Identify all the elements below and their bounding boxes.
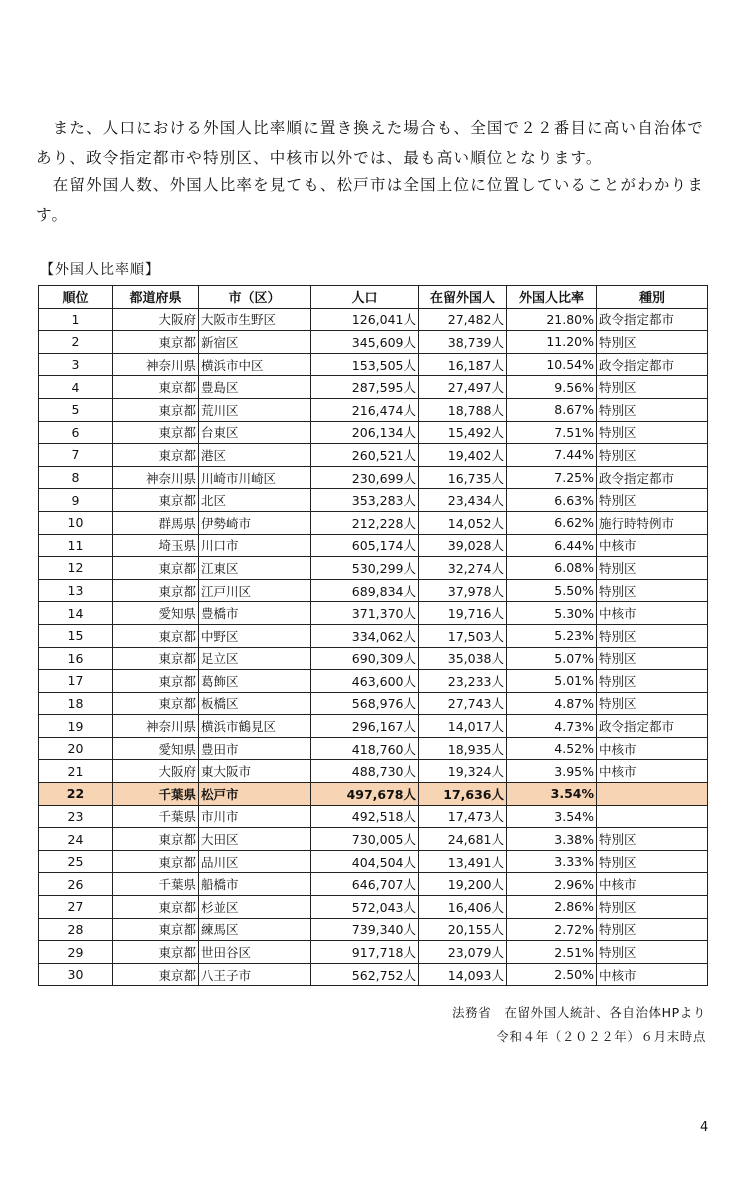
cell-population: 689,834人 (311, 579, 419, 602)
cell-city: 伊勢崎市 (199, 511, 311, 534)
table-row (39, 466, 708, 489)
cell-rank: 14 (39, 602, 113, 625)
cell-foreign-residents: 16,406人 (419, 896, 507, 919)
cell-foreign-ratio: 5.50% (507, 579, 597, 602)
table-row (39, 670, 708, 693)
cell-prefecture: 大阪府 (113, 760, 199, 783)
cell-rank: 8 (39, 466, 113, 489)
cell-foreign-ratio: 11.20% (507, 331, 597, 354)
cell-foreign-ratio: 3.38% (507, 828, 597, 851)
cell-foreign-residents: 23,079人 (419, 941, 507, 964)
cell-foreign-residents: 37,978人 (419, 579, 507, 602)
table-row (39, 692, 708, 715)
cell-prefecture: 東京都 (113, 896, 199, 919)
table-row (39, 918, 708, 941)
table-row (39, 624, 708, 647)
table-header-row (39, 286, 708, 309)
cell-rank: 25 (39, 850, 113, 873)
header-foreign-ratio: 外国人比率 (507, 286, 597, 309)
cell-category: 特別区 (597, 421, 708, 444)
cell-foreign-residents: 14,017人 (419, 715, 507, 738)
cell-population: 739,340人 (311, 918, 419, 941)
cell-foreign-ratio: 3.33% (507, 850, 597, 873)
cell-rank: 30 (39, 963, 113, 986)
cell-population: 230,699人 (311, 466, 419, 489)
cell-population: 730,005人 (311, 828, 419, 851)
cell-foreign-ratio: 3.54% (507, 805, 597, 828)
source-note: 法務省 在留外国人統計、各自治体HPより (452, 1005, 706, 1020)
cell-population: 418,760人 (311, 737, 419, 760)
cell-city: 中野区 (199, 624, 311, 647)
cell-city: 新宿区 (199, 331, 311, 354)
cell-prefecture: 千葉県 (113, 783, 199, 806)
cell-population: 212,228人 (311, 511, 419, 534)
header-city: 市（区） (199, 286, 311, 309)
cell-prefecture: 東京都 (113, 963, 199, 986)
cell-foreign-residents: 39,028人 (419, 534, 507, 557)
cell-rank: 16 (39, 647, 113, 670)
cell-population: 126,041人 (311, 308, 419, 331)
cell-city: 葛飾区 (199, 670, 311, 693)
cell-foreign-residents: 18,935人 (419, 737, 507, 760)
cell-population: 488,730人 (311, 760, 419, 783)
table-row (39, 398, 708, 421)
table-row (39, 850, 708, 873)
cell-foreign-residents: 15,492人 (419, 421, 507, 444)
cell-population: 371,370人 (311, 602, 419, 625)
header-foreign-residents: 在留外国人 (419, 286, 507, 309)
cell-foreign-residents: 14,052人 (419, 511, 507, 534)
cell-population: 497,678人 (311, 783, 419, 806)
table-row (39, 715, 708, 738)
cell-population: 568,976人 (311, 692, 419, 715)
cell-foreign-ratio: 8.67% (507, 398, 597, 421)
cell-rank: 6 (39, 421, 113, 444)
cell-prefecture: 大阪府 (113, 308, 199, 331)
cell-rank: 18 (39, 692, 113, 715)
cell-foreign-ratio: 6.63% (507, 489, 597, 512)
table-row (39, 805, 708, 828)
cell-city: 江戸川区 (199, 579, 311, 602)
cell-rank: 9 (39, 489, 113, 512)
cell-city: 台東区 (199, 421, 311, 444)
cell-foreign-residents: 17,503人 (419, 624, 507, 647)
cell-city: 豊島区 (199, 376, 311, 399)
cell-rank: 23 (39, 805, 113, 828)
cell-foreign-residents: 24,681人 (419, 828, 507, 851)
cell-rank: 27 (39, 896, 113, 919)
cell-population: 562,752人 (311, 963, 419, 986)
intro-paragraph-ratio: また、人口における外国人比率順に置き換えた場合も、全国で２２番目に高い自治体であり、政令指定都市や特別区、中核市以外では、最も高い順位となります。 (36, 119, 705, 167)
cell-foreign-ratio: 6.44% (507, 534, 597, 557)
cell-category: 中核市 (597, 760, 708, 783)
cell-rank: 29 (39, 941, 113, 964)
cell-prefecture: 東京都 (113, 557, 199, 580)
cell-foreign-ratio: 4.52% (507, 737, 597, 760)
table-row (39, 873, 708, 896)
cell-foreign-residents: 14,093人 (419, 963, 507, 986)
cell-city: 豊橋市 (199, 602, 311, 625)
cell-rank: 15 (39, 624, 113, 647)
cell-category: 中核市 (597, 873, 708, 896)
section-title: 【外国人比率順】 (40, 262, 160, 278)
cell-rank: 20 (39, 737, 113, 760)
cell-city: 松戸市 (199, 783, 311, 806)
cell-category: 中核市 (597, 602, 708, 625)
cell-population: 206,134人 (311, 421, 419, 444)
cell-population: 345,609人 (311, 331, 419, 354)
cell-category: 中核市 (597, 534, 708, 557)
cell-foreign-ratio: 7.25% (507, 466, 597, 489)
cell-rank: 26 (39, 873, 113, 896)
table-row (39, 376, 708, 399)
table-row (39, 489, 708, 512)
cell-city: 足立区 (199, 647, 311, 670)
cell-prefecture: 愛知県 (113, 737, 199, 760)
cell-population: 463,600人 (311, 670, 419, 693)
cell-prefecture: 東京都 (113, 828, 199, 851)
cell-population: 572,043人 (311, 896, 419, 919)
cell-category: 特別区 (597, 850, 708, 873)
cell-prefecture: 東京都 (113, 421, 199, 444)
cell-foreign-ratio: 9.56% (507, 376, 597, 399)
cell-city: 北区 (199, 489, 311, 512)
cell-prefecture: 東京都 (113, 489, 199, 512)
cell-prefecture: 埼玉県 (113, 534, 199, 557)
cell-city: 荒川区 (199, 398, 311, 421)
cell-city: 川口市 (199, 534, 311, 557)
cell-category: 特別区 (597, 828, 708, 851)
table-row (39, 828, 708, 851)
cell-foreign-ratio: 21.80% (507, 308, 597, 331)
header-category: 種別 (597, 286, 708, 309)
cell-city: 世田谷区 (199, 941, 311, 964)
cell-category (597, 783, 708, 806)
cell-foreign-ratio: 6.08% (507, 557, 597, 580)
cell-category: 特別区 (597, 331, 708, 354)
cell-foreign-residents: 27,497人 (419, 376, 507, 399)
cell-city: 船橋市 (199, 873, 311, 896)
table-row (39, 331, 708, 354)
cell-city: 大田区 (199, 828, 311, 851)
cell-population: 153,505人 (311, 353, 419, 376)
cell-foreign-ratio: 5.01% (507, 670, 597, 693)
header-prefecture: 都道府県 (113, 286, 199, 309)
cell-category: 特別区 (597, 692, 708, 715)
cell-category: 中核市 (597, 737, 708, 760)
cell-category: 特別区 (597, 444, 708, 467)
cell-rank: 10 (39, 511, 113, 534)
cell-city: 豊田市 (199, 737, 311, 760)
cell-prefecture: 群馬県 (113, 511, 199, 534)
cell-foreign-residents: 16,187人 (419, 353, 507, 376)
cell-prefecture: 神奈川県 (113, 466, 199, 489)
cell-prefecture: 東京都 (113, 398, 199, 421)
cell-rank: 1 (39, 308, 113, 331)
cell-rank: 24 (39, 828, 113, 851)
cell-foreign-residents: 19,324人 (419, 760, 507, 783)
cell-foreign-residents: 17,636人 (419, 783, 507, 806)
cell-rank: 5 (39, 398, 113, 421)
table-row (39, 783, 708, 806)
cell-rank: 22 (39, 783, 113, 806)
cell-foreign-residents: 27,482人 (419, 308, 507, 331)
cell-category: 特別区 (597, 647, 708, 670)
cell-city: 市川市 (199, 805, 311, 828)
cell-city: 板橋区 (199, 692, 311, 715)
cell-foreign-ratio: 4.87% (507, 692, 597, 715)
cell-population: 296,167人 (311, 715, 419, 738)
cell-foreign-ratio: 5.23% (507, 624, 597, 647)
cell-category: 特別区 (597, 670, 708, 693)
cell-foreign-residents: 13,491人 (419, 850, 507, 873)
cell-rank: 19 (39, 715, 113, 738)
table-row (39, 760, 708, 783)
cell-foreign-residents: 17,473人 (419, 805, 507, 828)
header-population: 人口 (311, 286, 419, 309)
cell-city: 品川区 (199, 850, 311, 873)
cell-prefecture: 東京都 (113, 941, 199, 964)
cell-city: 練馬区 (199, 918, 311, 941)
cell-rank: 2 (39, 331, 113, 354)
cell-prefecture: 東京都 (113, 670, 199, 693)
cell-foreign-ratio: 2.51% (507, 941, 597, 964)
table-row (39, 534, 708, 557)
cell-rank: 17 (39, 670, 113, 693)
cell-foreign-residents: 18,788人 (419, 398, 507, 421)
table-row (39, 647, 708, 670)
cell-prefecture: 千葉県 (113, 805, 199, 828)
cell-foreign-ratio: 4.73% (507, 715, 597, 738)
cell-category: 特別区 (597, 624, 708, 647)
cell-city: 八王子市 (199, 963, 311, 986)
cell-category: 中核市 (597, 963, 708, 986)
cell-population: 353,283人 (311, 489, 419, 512)
cell-rank: 21 (39, 760, 113, 783)
cell-prefecture: 東京都 (113, 850, 199, 873)
cell-foreign-ratio: 7.51% (507, 421, 597, 444)
table-row (39, 963, 708, 986)
cell-category: 施行時特例市 (597, 511, 708, 534)
cell-category: 政令指定都市 (597, 715, 708, 738)
cell-rank: 4 (39, 376, 113, 399)
cell-foreign-residents: 23,434人 (419, 489, 507, 512)
cell-foreign-ratio: 5.30% (507, 602, 597, 625)
cell-foreign-ratio: 2.96% (507, 873, 597, 896)
cell-prefecture: 東京都 (113, 331, 199, 354)
cell-prefecture: 東京都 (113, 624, 199, 647)
cell-rank: 11 (39, 534, 113, 557)
cell-city: 横浜市鶴見区 (199, 715, 311, 738)
cell-foreign-residents: 19,716人 (419, 602, 507, 625)
cell-foreign-ratio: 5.07% (507, 647, 597, 670)
cell-prefecture: 東京都 (113, 579, 199, 602)
cell-city: 横浜市中区 (199, 353, 311, 376)
foreign-ratio-table (38, 285, 708, 986)
cell-population: 216,474人 (311, 398, 419, 421)
cell-prefecture: 東京都 (113, 692, 199, 715)
cell-city: 江東区 (199, 557, 311, 580)
header-rank: 順位 (39, 286, 113, 309)
cell-foreign-ratio: 6.62% (507, 511, 597, 534)
cell-prefecture: 千葉県 (113, 873, 199, 896)
cell-population: 260,521人 (311, 444, 419, 467)
cell-category: 特別区 (597, 579, 708, 602)
table-row (39, 511, 708, 534)
cell-category: 特別区 (597, 376, 708, 399)
cell-population: 404,504人 (311, 850, 419, 873)
table-row (39, 579, 708, 602)
cell-foreign-residents: 19,402人 (419, 444, 507, 467)
table-row (39, 602, 708, 625)
cell-city: 東大阪市 (199, 760, 311, 783)
cell-foreign-residents: 16,735人 (419, 466, 507, 489)
cell-category: 特別区 (597, 918, 708, 941)
cell-foreign-ratio: 2.72% (507, 918, 597, 941)
cell-prefecture: 東京都 (113, 376, 199, 399)
cell-category: 政令指定都市 (597, 466, 708, 489)
date-note: 令和４年（２０２２年）６月末時点 (496, 1029, 706, 1044)
cell-category: 特別区 (597, 398, 708, 421)
table-row (39, 444, 708, 467)
cell-foreign-residents: 38,739人 (419, 331, 507, 354)
table-row (39, 941, 708, 964)
cell-foreign-residents: 23,233人 (419, 670, 507, 693)
cell-population: 492,518人 (311, 805, 419, 828)
cell-foreign-residents: 35,038人 (419, 647, 507, 670)
cell-city: 川崎市川崎区 (199, 466, 311, 489)
cell-prefecture: 神奈川県 (113, 715, 199, 738)
cell-prefecture: 愛知県 (113, 602, 199, 625)
cell-population: 605,174人 (311, 534, 419, 557)
cell-city: 杉並区 (199, 896, 311, 919)
page-number: 4 (700, 1120, 709, 1135)
cell-foreign-ratio: 7.44% (507, 444, 597, 467)
table-row (39, 308, 708, 331)
cell-foreign-ratio: 10.54% (507, 353, 597, 376)
cell-foreign-ratio: 2.50% (507, 963, 597, 986)
cell-foreign-ratio: 2.86% (507, 896, 597, 919)
cell-foreign-residents: 32,274人 (419, 557, 507, 580)
cell-foreign-residents: 19,200人 (419, 873, 507, 896)
cell-foreign-ratio: 3.54% (507, 783, 597, 806)
cell-prefecture: 東京都 (113, 647, 199, 670)
cell-prefecture: 東京都 (113, 918, 199, 941)
table-row (39, 353, 708, 376)
cell-category: 特別区 (597, 896, 708, 919)
cell-population: 690,309人 (311, 647, 419, 670)
table-row (39, 557, 708, 580)
cell-category (597, 805, 708, 828)
cell-city: 大阪市生野区 (199, 308, 311, 331)
cell-population: 287,595人 (311, 376, 419, 399)
cell-category: 政令指定都市 (597, 353, 708, 376)
intro-paragraph-ranking: 在留外国人数、外国人比率を見ても、松戸市は全国上位に位置していることがわかります。 (36, 176, 705, 224)
cell-category: 特別区 (597, 941, 708, 964)
cell-rank: 3 (39, 353, 113, 376)
cell-rank: 28 (39, 918, 113, 941)
cell-rank: 7 (39, 444, 113, 467)
cell-population: 530,299人 (311, 557, 419, 580)
cell-rank: 13 (39, 579, 113, 602)
cell-population: 334,062人 (311, 624, 419, 647)
cell-prefecture: 東京都 (113, 444, 199, 467)
table-row (39, 737, 708, 760)
cell-rank: 12 (39, 557, 113, 580)
cell-population: 646,707人 (311, 873, 419, 896)
cell-population: 917,718人 (311, 941, 419, 964)
cell-category: 特別区 (597, 489, 708, 512)
cell-foreign-residents: 20,155人 (419, 918, 507, 941)
cell-category: 特別区 (597, 557, 708, 580)
cell-prefecture: 神奈川県 (113, 353, 199, 376)
table-row (39, 896, 708, 919)
cell-foreign-ratio: 3.95% (507, 760, 597, 783)
cell-city: 港区 (199, 444, 311, 467)
table-row (39, 421, 708, 444)
cell-foreign-residents: 27,743人 (419, 692, 507, 715)
cell-category: 政令指定都市 (597, 308, 708, 331)
